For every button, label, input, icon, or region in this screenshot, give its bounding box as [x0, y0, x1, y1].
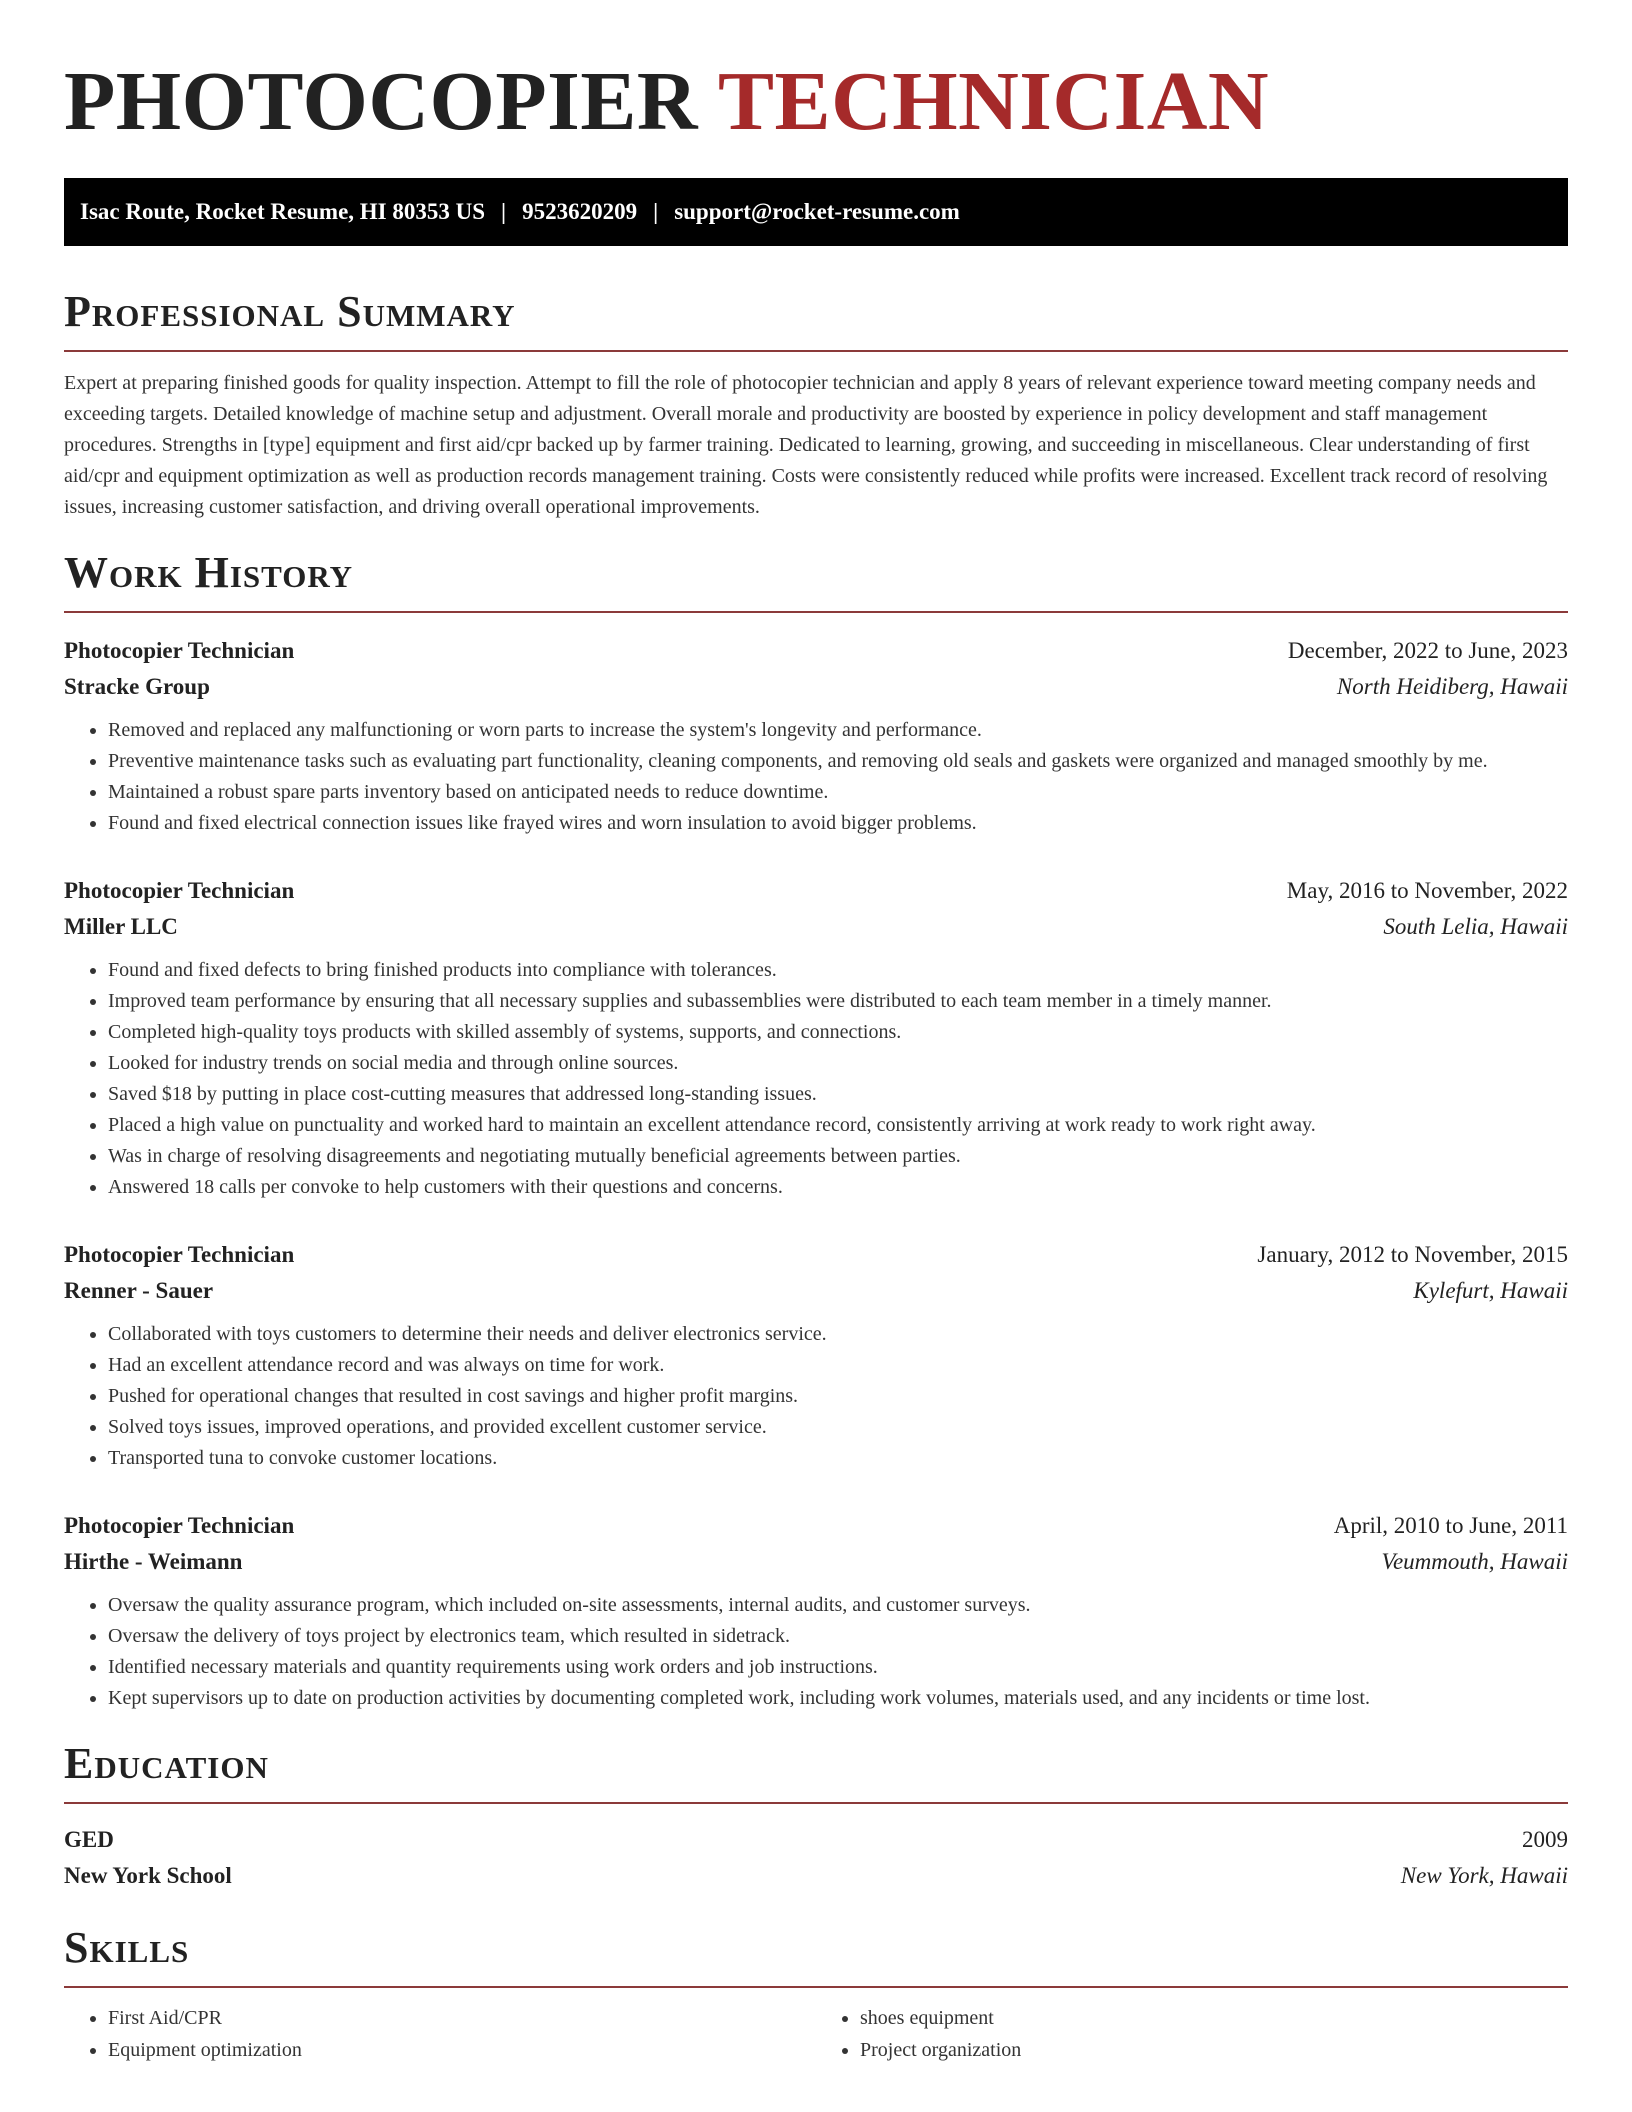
contact-separator: | [653, 199, 659, 224]
job-location: South Lelia, Hawaii [1383, 914, 1568, 939]
job-header-row [64, 1508, 1568, 1544]
summary-section [64, 286, 1568, 523]
job-bullet: • Pushed for operational changes that resulted in cost savings and higher profit margins. [108, 1381, 1568, 1412]
job-bullet: • Kept supervisors up to date on production activities by documenting completed work, including work volumes, materials used, and any incidents or time lost. [108, 1683, 1568, 1714]
education-entry [64, 1822, 1568, 1894]
job-bullet: • Oversaw the delivery of toys project by electronics team, which resulted in sidetrack. [108, 1621, 1568, 1652]
job-bullet: • Found and fixed defects to bring finished products into compliance with tolerances. [108, 955, 1568, 986]
job-dates: April, 2010 to June, 2011 [1333, 1513, 1568, 1538]
skill-item: • First Aid/CPR [108, 2002, 816, 2034]
skills-column-right [816, 2002, 1568, 2066]
education-school: New York School [64, 1863, 232, 1888]
contact-email: support@rocket-resume.com [674, 199, 960, 224]
job-title: Photocopier Technician [64, 878, 295, 903]
job-bullet: • Oversaw the quality assurance program, which included on-site assessments, internal audits, and customer surveys. [108, 1590, 1568, 1621]
education-heading: Education [64, 1738, 1568, 1804]
job-header-row [64, 1237, 1568, 1273]
job-bullet: • Preventive maintenance tasks such as evaluating part functionality, cleaning components, and removing old seals and gaskets were organized and managed smoothly by me. [108, 746, 1568, 777]
title-part-2: TECHNICIAN [718, 55, 1270, 148]
job-bullets [64, 1319, 1568, 1474]
job-entry [64, 1508, 1568, 1714]
skills-grid [64, 2002, 1568, 2066]
education-degree: GED [64, 1827, 114, 1852]
job-entry [64, 873, 1568, 1203]
skill-item: • Project organization [860, 2034, 1568, 2066]
skills-section [64, 1922, 1568, 2066]
summary-heading: Professional Summary [64, 286, 1568, 352]
job-company: Miller LLC [64, 914, 178, 939]
job-bullet: • Had an excellent attendance record and was always on time for work. [108, 1350, 1568, 1381]
contact-bar [64, 178, 1568, 246]
resume-title [64, 0, 1568, 148]
job-bullet: • Improved team performance by ensuring that all necessary supplies and subassemblies were distributed to each team member in a timely manner. [108, 986, 1568, 1017]
job-company-row [64, 1544, 1568, 1580]
job-bullet: • Transported tuna to convoke customer locations. [108, 1443, 1568, 1474]
job-bullets [64, 715, 1568, 839]
skills-heading: Skills [64, 1922, 1568, 1988]
education-year: 2009 [1522, 1827, 1568, 1852]
job-entry [64, 633, 1568, 839]
skills-column-left [64, 2002, 816, 2066]
contact-separator: | [501, 199, 507, 224]
job-bullet: • Maintained a robust spare parts inventory based on anticipated needs to reduce downtime. [108, 777, 1568, 808]
title-part-1: PHOTOCOPIER [64, 55, 699, 148]
job-company-row [64, 1273, 1568, 1309]
job-location: Kylefurt, Hawaii [1413, 1278, 1568, 1303]
job-bullet: • Placed a high value on punctuality and worked hard to maintain an excellent attendance record, consistently arriving at work ready to work right away. [108, 1110, 1568, 1141]
skill-item: • shoes equipment [860, 2002, 1568, 2034]
job-location: Veummouth, Hawaii [1381, 1549, 1568, 1574]
job-company: Stracke Group [64, 674, 210, 699]
job-company-row [64, 669, 1568, 705]
contact-address: Isac Route, Rocket Resume, HI 80353 US [80, 199, 486, 224]
job-bullets [64, 1590, 1568, 1714]
job-dates: January, 2012 to November, 2015 [1257, 1242, 1568, 1267]
job-dates: December, 2022 to June, 2023 [1287, 638, 1568, 663]
job-company: Renner - Sauer [64, 1278, 214, 1303]
job-bullet: • Looked for industry trends on social media and through online sources. [108, 1048, 1568, 1079]
job-title: Photocopier Technician [64, 638, 295, 663]
job-header-row [64, 633, 1568, 669]
work-history-section [64, 547, 1568, 1714]
job-bullet: • Removed and replaced any malfunctioning or worn parts to increase the system's longevity and performance. [108, 715, 1568, 746]
job-bullet: • Identified necessary materials and quantity requirements using work orders and job instructions. [108, 1652, 1568, 1683]
job-bullet: • Completed high-quality toys products with skilled assembly of systems, supports, and connections. [108, 1017, 1568, 1048]
job-bullet: • Found and fixed electrical connection issues like frayed wires and worn insulation to avoid bigger problems. [108, 808, 1568, 839]
job-bullets [64, 955, 1568, 1203]
education-location: New York, Hawaii [1400, 1863, 1568, 1888]
education-school-row [64, 1858, 1568, 1894]
contact-phone: 9523620209 [522, 199, 638, 224]
job-bullet: • Was in charge of resolving disagreements and negotiating mutually beneficial agreements between parties. [108, 1141, 1568, 1172]
summary-text: Expert at preparing finished goods for quality inspection. Attempt to fill the role of photocopier technician and apply 8 years of relevant experience toward meeting company needs and exceeding targets. Detailed knowledge of machine setup and adjustment. Overall morale and productivity are boosted by experience in policy development and staff management procedures. Strengths in [type] equipment and first aid/cpr backed up by farmer training. Dedicated to learning, growing, and succeeding in miscellaneous. Clear understanding of first aid/cpr and equipment optimization as well as production records management training. Costs were consistently reduced while profits were increased. Excellent track record of resolving issues, increasing customer satisfaction, and driving overall operational improvements. [64, 372, 1548, 518]
skill-item: • Equipment optimization [108, 2034, 816, 2066]
job-bullet: • Answered 18 calls per convoke to help customers with their questions and concerns. [108, 1172, 1568, 1203]
job-company: Hirthe - Weimann [64, 1549, 243, 1574]
job-bullet: • Saved $18 by putting in place cost-cutting measures that addressed long-standing issues. [108, 1079, 1568, 1110]
work-history-heading: Work History [64, 547, 1568, 613]
job-location: North Heidiberg, Hawaii [1336, 674, 1568, 699]
education-section [64, 1738, 1568, 1894]
job-company-row [64, 909, 1568, 945]
job-bullet: • Solved toys issues, improved operations, and provided excellent customer service. [108, 1412, 1568, 1443]
education-header-row [64, 1822, 1568, 1858]
job-entry [64, 1237, 1568, 1474]
job-header-row [64, 873, 1568, 909]
job-title: Photocopier Technician [64, 1242, 295, 1267]
job-title: Photocopier Technician [64, 1513, 295, 1538]
job-dates: May, 2016 to November, 2022 [1286, 878, 1568, 903]
job-bullet: • Collaborated with toys customers to determine their needs and deliver electronics service. [108, 1319, 1568, 1350]
